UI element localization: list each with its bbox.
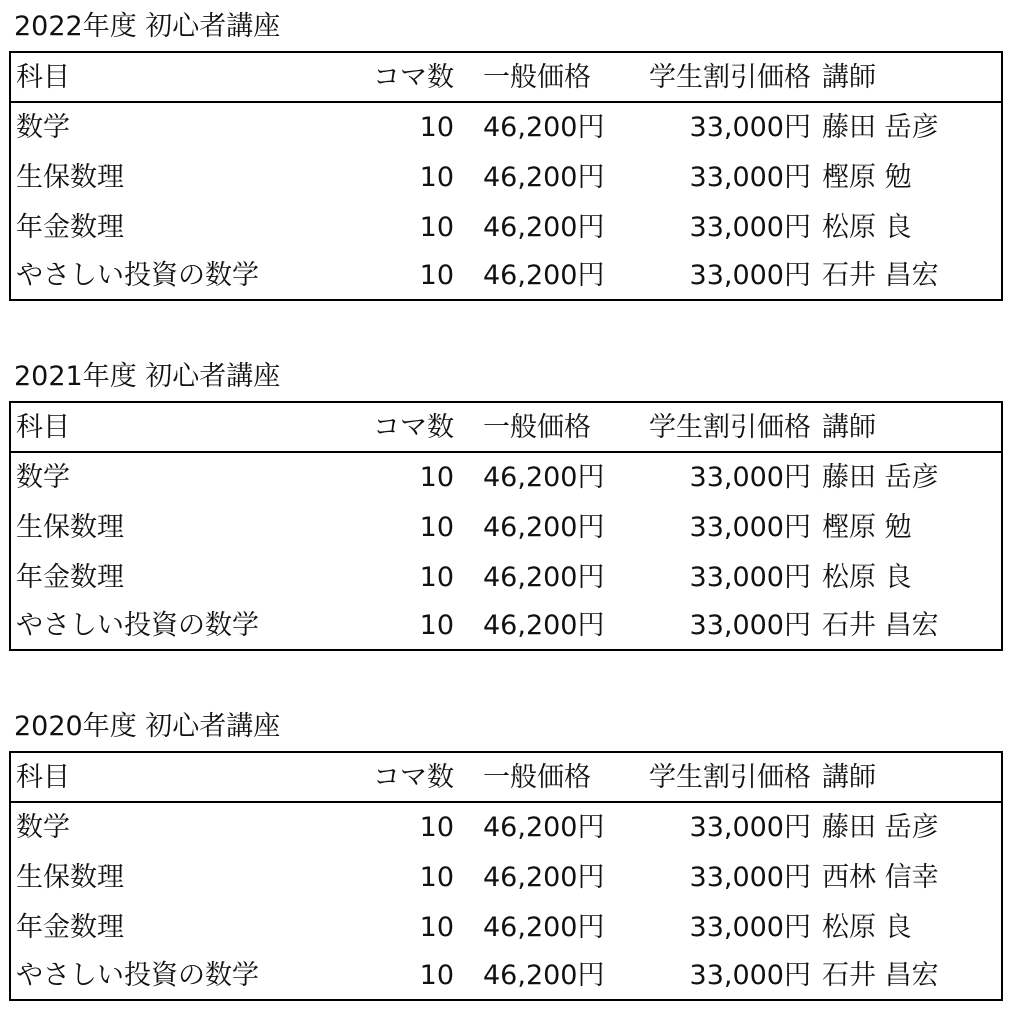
cell-student-price: 33,000円 bbox=[689, 512, 811, 543]
cell-general-price: 46,200円 bbox=[483, 812, 605, 843]
cell-teacher: 石井 昌宏 bbox=[822, 610, 939, 641]
cell-student-price: 33,000円 bbox=[689, 212, 811, 243]
cell-general-price: 46,200円 bbox=[483, 960, 605, 991]
cell-teacher: 樫原 勉 bbox=[822, 512, 912, 543]
table-row bbox=[11, 553, 1001, 603]
table-row bbox=[11, 951, 1001, 1001]
table-caption: 2021年度 初心者講座 bbox=[14, 361, 281, 392]
cell-koma: 10 bbox=[419, 112, 454, 143]
cell-subject: 年金数理 bbox=[16, 212, 124, 243]
table-row bbox=[11, 853, 1001, 903]
header-koma: コマ数 bbox=[373, 62, 454, 93]
header-general-price: 一般価格 bbox=[483, 412, 591, 443]
cell-general-price: 46,200円 bbox=[483, 610, 605, 641]
cell-koma: 10 bbox=[419, 260, 454, 291]
cell-koma: 10 bbox=[419, 162, 454, 193]
cell-teacher: 石井 昌宏 bbox=[822, 260, 939, 291]
table-header-row bbox=[11, 403, 1001, 453]
cell-koma: 10 bbox=[419, 862, 454, 893]
table-caption: 2022年度 初心者講座 bbox=[14, 11, 281, 42]
header-student-price: 学生割引価格 bbox=[649, 412, 811, 443]
table-row bbox=[11, 803, 1001, 853]
header-teacher: 講師 bbox=[822, 62, 876, 93]
cell-student-price: 33,000円 bbox=[689, 112, 811, 143]
cell-student-price: 33,000円 bbox=[689, 912, 811, 943]
cell-koma: 10 bbox=[419, 462, 454, 493]
table-row bbox=[11, 203, 1001, 253]
table-row bbox=[11, 503, 1001, 553]
cell-subject: 数学 bbox=[16, 812, 70, 843]
cell-subject: やさしい投資の数学 bbox=[16, 260, 259, 291]
cell-student-price: 33,000円 bbox=[689, 862, 811, 893]
cell-teacher: 樫原 勉 bbox=[822, 162, 912, 193]
cell-general-price: 46,200円 bbox=[483, 260, 605, 291]
cell-koma: 10 bbox=[419, 610, 454, 641]
table-caption: 2020年度 初心者講座 bbox=[14, 711, 281, 742]
cell-koma: 10 bbox=[419, 960, 454, 991]
header-general-price: 一般価格 bbox=[483, 62, 591, 93]
cell-koma: 10 bbox=[419, 212, 454, 243]
cell-student-price: 33,000円 bbox=[689, 610, 811, 641]
table-header-row bbox=[11, 753, 1001, 803]
cell-koma: 10 bbox=[419, 562, 454, 593]
cell-student-price: 33,000円 bbox=[689, 462, 811, 493]
cell-general-price: 46,200円 bbox=[483, 162, 605, 193]
course-table bbox=[9, 751, 1003, 1001]
cell-general-price: 46,200円 bbox=[483, 512, 605, 543]
cell-teacher: 松原 良 bbox=[822, 562, 912, 593]
cell-subject: 生保数理 bbox=[16, 162, 124, 193]
table-row bbox=[11, 601, 1001, 651]
cell-student-price: 33,000円 bbox=[689, 162, 811, 193]
cell-student-price: 33,000円 bbox=[689, 260, 811, 291]
table-row bbox=[11, 103, 1001, 153]
cell-general-price: 46,200円 bbox=[483, 112, 605, 143]
cell-student-price: 33,000円 bbox=[689, 812, 811, 843]
cell-subject: 数学 bbox=[16, 462, 70, 493]
cell-subject: やさしい投資の数学 bbox=[16, 960, 259, 991]
header-subject: 科目 bbox=[16, 62, 70, 93]
cell-general-price: 46,200円 bbox=[483, 562, 605, 593]
cell-subject: 年金数理 bbox=[16, 562, 124, 593]
course-table bbox=[9, 51, 1003, 301]
cell-student-price: 33,000円 bbox=[689, 562, 811, 593]
header-subject: 科目 bbox=[16, 762, 70, 793]
header-teacher: 講師 bbox=[822, 762, 876, 793]
cell-teacher: 藤田 岳彦 bbox=[822, 112, 939, 143]
header-student-price: 学生割引価格 bbox=[649, 62, 811, 93]
header-subject: 科目 bbox=[16, 412, 70, 443]
cell-koma: 10 bbox=[419, 812, 454, 843]
header-koma: コマ数 bbox=[373, 762, 454, 793]
cell-student-price: 33,000円 bbox=[689, 960, 811, 991]
table-row bbox=[11, 453, 1001, 503]
cell-teacher: 藤田 岳彦 bbox=[822, 812, 939, 843]
table-row bbox=[11, 251, 1001, 301]
table-header-row bbox=[11, 53, 1001, 103]
cell-subject: やさしい投資の数学 bbox=[16, 610, 259, 641]
cell-teacher: 松原 良 bbox=[822, 912, 912, 943]
cell-teacher: 西林 信幸 bbox=[822, 862, 939, 893]
cell-general-price: 46,200円 bbox=[483, 462, 605, 493]
header-teacher: 講師 bbox=[822, 412, 876, 443]
cell-teacher: 石井 昌宏 bbox=[822, 960, 939, 991]
cell-general-price: 46,200円 bbox=[483, 862, 605, 893]
cell-koma: 10 bbox=[419, 912, 454, 943]
cell-koma: 10 bbox=[419, 512, 454, 543]
cell-general-price: 46,200円 bbox=[483, 912, 605, 943]
cell-teacher: 松原 良 bbox=[822, 212, 912, 243]
cell-subject: 生保数理 bbox=[16, 512, 124, 543]
cell-general-price: 46,200円 bbox=[483, 212, 605, 243]
table-row bbox=[11, 153, 1001, 203]
course-table bbox=[9, 401, 1003, 651]
table-row bbox=[11, 903, 1001, 953]
cell-subject: 数学 bbox=[16, 112, 70, 143]
cell-teacher: 藤田 岳彦 bbox=[822, 462, 939, 493]
header-student-price: 学生割引価格 bbox=[649, 762, 811, 793]
cell-subject: 年金数理 bbox=[16, 912, 124, 943]
cell-subject: 生保数理 bbox=[16, 862, 124, 893]
header-general-price: 一般価格 bbox=[483, 762, 591, 793]
header-koma: コマ数 bbox=[373, 412, 454, 443]
